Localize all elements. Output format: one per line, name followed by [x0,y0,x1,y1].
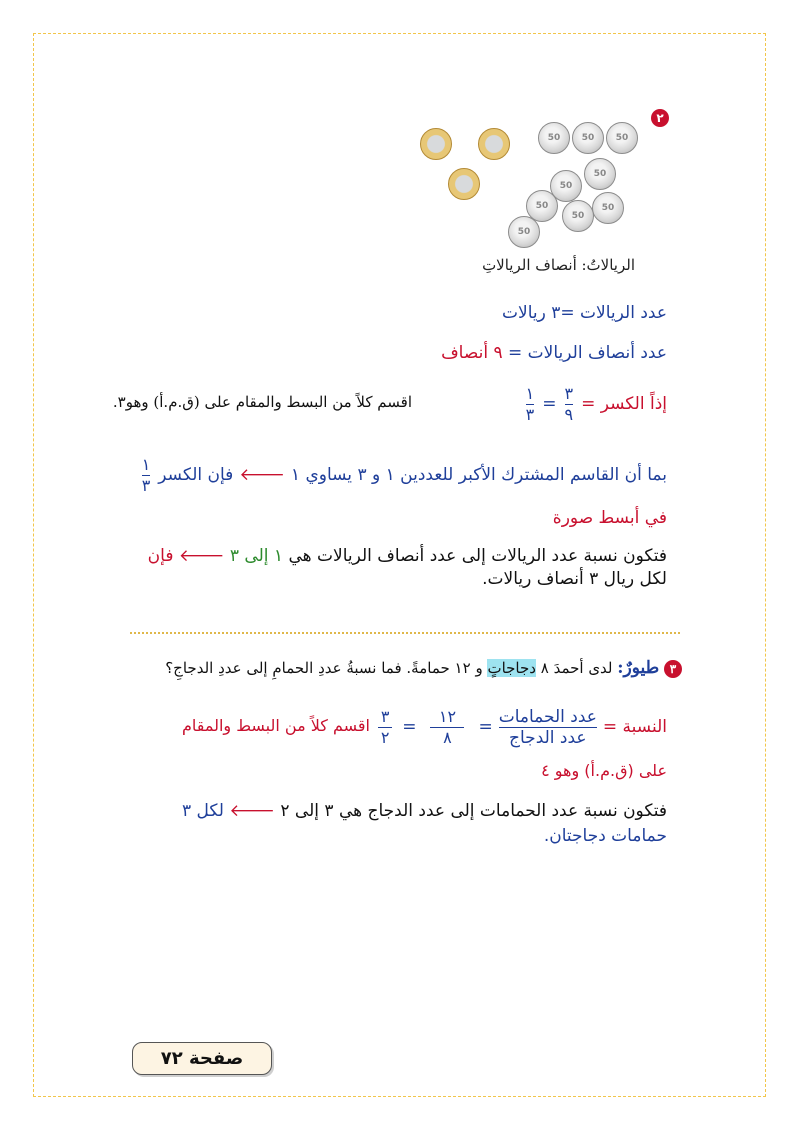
highlighted-word: دجاجاتٍ [487,659,536,677]
pigeon-ratio-line [368,702,667,752]
coins-illustration [420,120,640,250]
question-3: ٣ طيورٌ: لدى أحمدَ ٨ دجاجاتٍ و ١٢ حمامةً. فما نسبةُ عددِ الحمامِ إلى عددِ الدجاجِ؟ [165,658,682,678]
page-number: صفحة ٧٢ [132,1042,272,1075]
half-riyal-coin: 50 [538,122,570,154]
halves-count-label: عدد أنصاف الريالات = [502,343,667,363]
equals-sign: = [402,717,417,737]
ratio-conclusion-line-2: لكل ريال ٣ أنصاف ريالات. [482,569,667,589]
simplest-form-text: في أبسط صورة [552,508,667,528]
question-3-badge: ٣ [664,660,682,678]
halves-count-line [441,342,667,364]
riyal-coin [478,128,510,160]
half-riyal-coin: 50 [526,190,558,222]
riyals-count-line: عدد الريالات =٣ ريالات [502,303,667,323]
riyal-coin [448,168,480,200]
fraction-3-9: $\frac{٣}{٩}$ [564,383,574,424]
divide-note-1: اقسم كلاً من البسط والمقام على (ق.م.أ) وهو٣. [112,393,412,411]
coin-caption: الريالاتُ: أنصاف الريالاتِ [482,256,635,274]
arrow-icon: 🡐 [239,465,285,485]
question-3-title: طيورٌ: [617,658,660,678]
divide-note-2a: اقسم كلاً من البسط والمقام [181,716,370,735]
equals-sign: = [478,717,493,737]
half-riyal-coin: 50 [550,170,582,202]
fraction-1-3: $\frac{١}{٣}$ [525,383,535,424]
pigeon-conclusion-line-2: حمامات دجاجتان. [543,826,667,846]
gcf-line [142,452,667,498]
fraction-intro: إذاً الكسر = [581,394,667,414]
section-divider [130,632,680,634]
fraction-words: $\frac{\text{عدد الحمامات}}{\text{عدد الدجاج}}$ [498,706,597,748]
halves-count-value: ٩ أنصاف [441,343,503,363]
riyal-coin [420,128,452,160]
ratio-label: النسبة = [602,717,667,737]
gcf-then-fraction: فإن الكسر [158,465,234,485]
pigeon-conclusion-line-1: فتكون نسبة عدد الحمامات إلى عدد الدجاج هي ٣ إلى ٢ 🡐 لكل ٣ [181,801,667,821]
half-riyal-coin: 50 [584,158,616,190]
half-riyal-coin: 50 [592,192,624,224]
fraction-3-2: $\frac{٣}{٢}$ [378,708,392,747]
half-riyal-coin: 50 [508,216,540,248]
question-2-badge: ٢ [651,107,669,127]
arrow-icon: 🡐 [229,801,275,821]
ratio-value: ١ إلى ٣ [229,546,284,566]
gcf-text: بما أن القاسم المشترك الأكبر للعددين ١ و ٣ يساوي ١ [290,465,667,485]
ratio-conclusion-line-1: فتكون نسبة عدد الريالات إلى عدد أنصاف الريالات هي ١ إلى ٣ 🡐 فإن [147,546,667,566]
divide-note-2b: على (ق.م.أ) وهو ٤ [541,761,667,780]
half-riyal-coin: 50 [562,200,594,232]
half-riyal-coin: 50 [606,122,638,154]
fraction-12-8: $\frac{١٢}{٨}$ [430,708,464,747]
arrow-icon: 🡐 [178,546,225,566]
fraction-1-3-simplest: $\frac{١}{٣}$ [141,454,151,495]
equals-sign: = [542,394,557,414]
fraction-simplify-line [518,380,667,428]
half-riyal-coin: 50 [572,122,604,154]
